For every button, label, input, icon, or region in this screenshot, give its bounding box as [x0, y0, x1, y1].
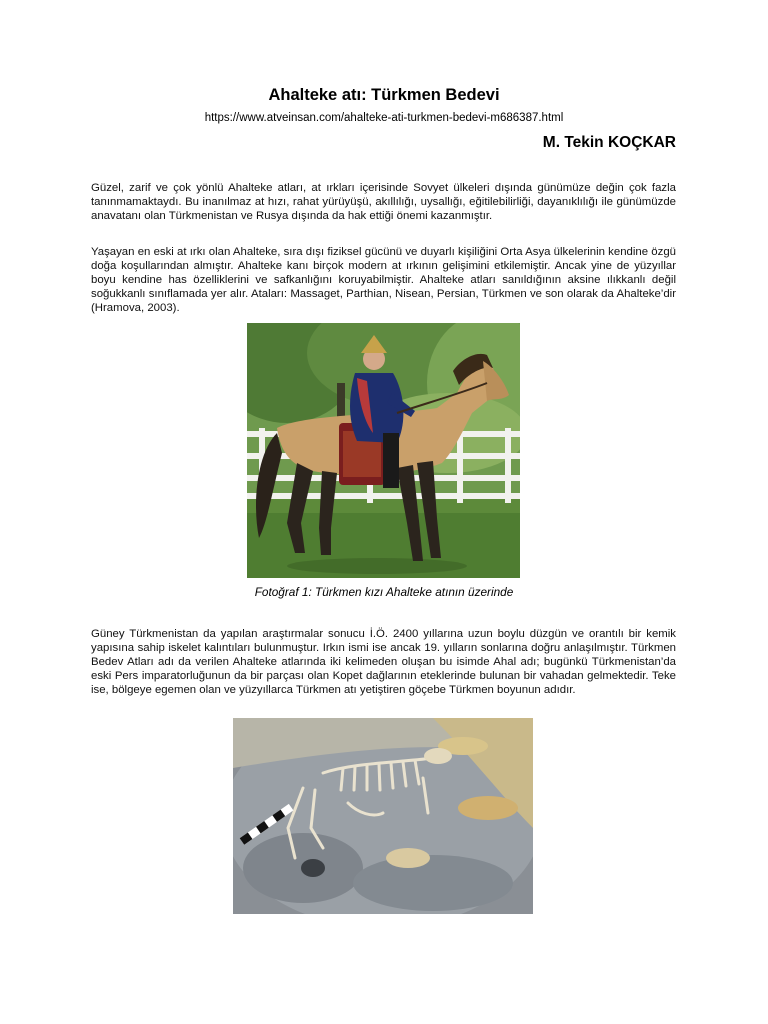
photo-excavated-horse-skeleton — [233, 718, 533, 914]
paragraph-origins: Güney Türkmenistan da yapılan araştırmalar sonucu İ.Ö. 2400 yıllarına uzun boylu düzgün ve orantılı bir kemik yapısına sahip iskelet kalıntıları bulunmuştur. Irkın ismi ise ancak 19. yılların sonlarına doğru anlaşılmıştır. Türkmen Bedev Atları adı da verilen Ahalteke atlarında iki kelimeden oluşan bu isimde Ahal adı; bugünkü Türkmenistan’da eski Pers imparatorluğunun da bir parçası olan Kopet dağlarının eteklerinde bulunan bir vahadan gelmektedir. Teke ise, bölgeye egemen olan ve yüzyıllarca Türkmen atı yetiştiren göçebe Türkmen boyunun adıdır. — [91, 628, 676, 696]
document-title: Ahalteke atı: Türkmen Bedevi — [268, 86, 500, 104]
photo-rider-on-ahalteke — [247, 323, 520, 578]
paragraph-intro: Güzel, zarif ve çok yönlü Ahalteke atları, at ırkları içerisinde Sovyet ülkeleri dışında günümüze değin çok fazla tanınmamaktaydı. Bu inanılmaz at hızı, rahat yürüyüşü, akıllılığı, uysallığı, eğitilebilirliği, dayanıklılığı ile günümüzde anavatanı olan Türkmenistan ve Rusya dışında da hak ettiği önemi kazanmıştır. — [91, 182, 676, 222]
author-name: M. Tekin KOÇKAR — [542, 134, 676, 151]
paragraph-history: Yaşayan en eski at ırkı olan Ahalteke, sıra dışı fiziksel gücünü ve duyarlı kişiliğini Orta Asya ülkelerinin kendine özgü doğa koşullarından almıştır. Ahalteke kanı birçok modern at ırkının gelişimini etkilemiştir. Ancak yine de yüzyıllar boyu kendine has özelliklerini ve safkanlığını koruyabilmiştir. Ahalteke atları sanıldığının aksine ılıkkanlı değil soğukkanlı sınıflamada yer alır. Ataları: Massaget, Parthian, Nisean, Persian, Türkmen ve son olarak da Ahalteke’dir (Hramova, 2003). — [91, 246, 676, 314]
source-url[interactable]: https://www.atveinsan.com/ahalteke-ati-turkmen-bedevi-m686387.html — [204, 112, 564, 124]
photo1-caption: Fotoğraf 1: Türkmen kızı Ahalteke atının üzerinde — [254, 585, 514, 599]
